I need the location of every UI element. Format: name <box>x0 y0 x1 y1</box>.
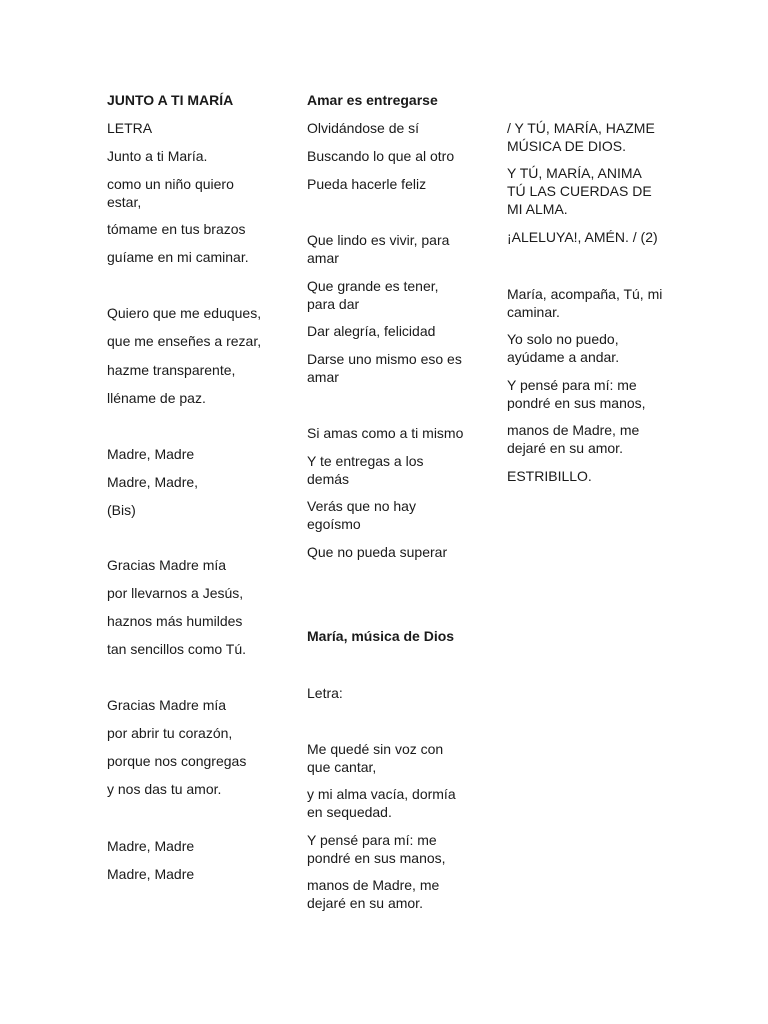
lyric-line: Madre, Madre <box>107 446 195 462</box>
lyric-line: manos de Madre, me dejaré en su amor. <box>507 422 640 456</box>
lyric-line: haznos más humildes <box>107 613 243 629</box>
lyric-line: Y te entregas a los demás <box>307 453 424 487</box>
lyric-line: porque nos congregas <box>107 753 247 769</box>
lyric-line: LETRA <box>107 120 153 136</box>
song-title: María, música de Dios <box>307 628 455 644</box>
lyric-line: Dar alegría, felicidad <box>307 323 436 339</box>
lyric-line: / Y TÚ, MARÍA, HAZME MÚSICA DE DIOS. <box>507 120 655 154</box>
lyric-line: Verás que no hay egoísmo <box>307 498 416 532</box>
lyric-line: María, acompaña, Tú, mi caminar. <box>507 286 663 320</box>
lyric-line: Yo solo no puedo, ayúdame a andar. <box>507 331 620 365</box>
lyric-line: Olvidándose de sí <box>307 120 420 136</box>
lyric-line: por abrir tu corazón, <box>107 725 233 741</box>
lyric-line: y nos das tu amor. <box>107 781 222 797</box>
lyric-line: Quiero que me eduques, <box>107 305 262 321</box>
lyric-line: Letra: <box>307 685 343 701</box>
lyric-line: como un niño quiero estar, <box>107 176 234 210</box>
song-title: Amar es entregarse <box>307 92 438 108</box>
lyric-line: tómame en tus brazos <box>107 221 246 237</box>
lyric-line: Y TÚ, MARÍA, ANIMA TÚ LAS CUERDAS DE MI ALMA. <box>507 165 652 217</box>
song-title: JUNTO A TI MARÍA <box>107 92 234 108</box>
lyric-line: por llevarnos a Jesús, <box>107 585 244 601</box>
lyric-line: Y pensé para mí: me pondré en sus manos, <box>307 832 446 866</box>
lyric-line: Que no pueda superar <box>307 544 448 560</box>
lyric-line: Me quedé sin voz con que cantar, <box>307 741 444 775</box>
lyric-line: guíame en mi caminar. <box>107 249 249 265</box>
lyric-line: ¡ALELUYA!, AMÉN. / (2) <box>507 229 658 245</box>
lyric-line: Madre, Madre, <box>107 474 199 490</box>
lyric-line: ESTRIBILLO. <box>507 468 592 484</box>
lyric-line: Pueda hacerle feliz <box>307 176 427 192</box>
lyric-line: Gracias Madre mía <box>107 557 227 573</box>
lyric-line: Buscando lo que al otro <box>307 148 455 164</box>
lyric-line: tan sencillos como Tú. <box>107 641 247 657</box>
lyric-line: Gracias Madre mía <box>107 697 227 713</box>
lyric-line: (Bis) <box>107 502 136 518</box>
lyric-line: que me enseñes a rezar, <box>107 333 262 349</box>
lyric-line: lléname de paz. <box>107 390 206 406</box>
lyric-line: Si amas como a ti mismo <box>307 425 464 441</box>
lyric-line: Madre, Madre <box>107 866 195 882</box>
lyric-line: Que grande es tener, para dar <box>307 278 439 312</box>
lyric-line: Junto a ti María. <box>107 148 208 164</box>
lyric-line: Que lindo es vivir, para amar <box>307 232 450 266</box>
lyric-line: Darse uno mismo eso es amar <box>307 351 462 385</box>
lyric-line: y mi alma vacía, dormía en sequedad. <box>307 786 456 820</box>
lyric-line: Y pensé para mí: me pondré en sus manos, <box>507 377 646 411</box>
lyric-line: hazme transparente, <box>107 362 236 378</box>
lyric-line: manos de Madre, me dejaré en su amor. <box>307 877 440 911</box>
lyric-line: Madre, Madre <box>107 838 195 854</box>
